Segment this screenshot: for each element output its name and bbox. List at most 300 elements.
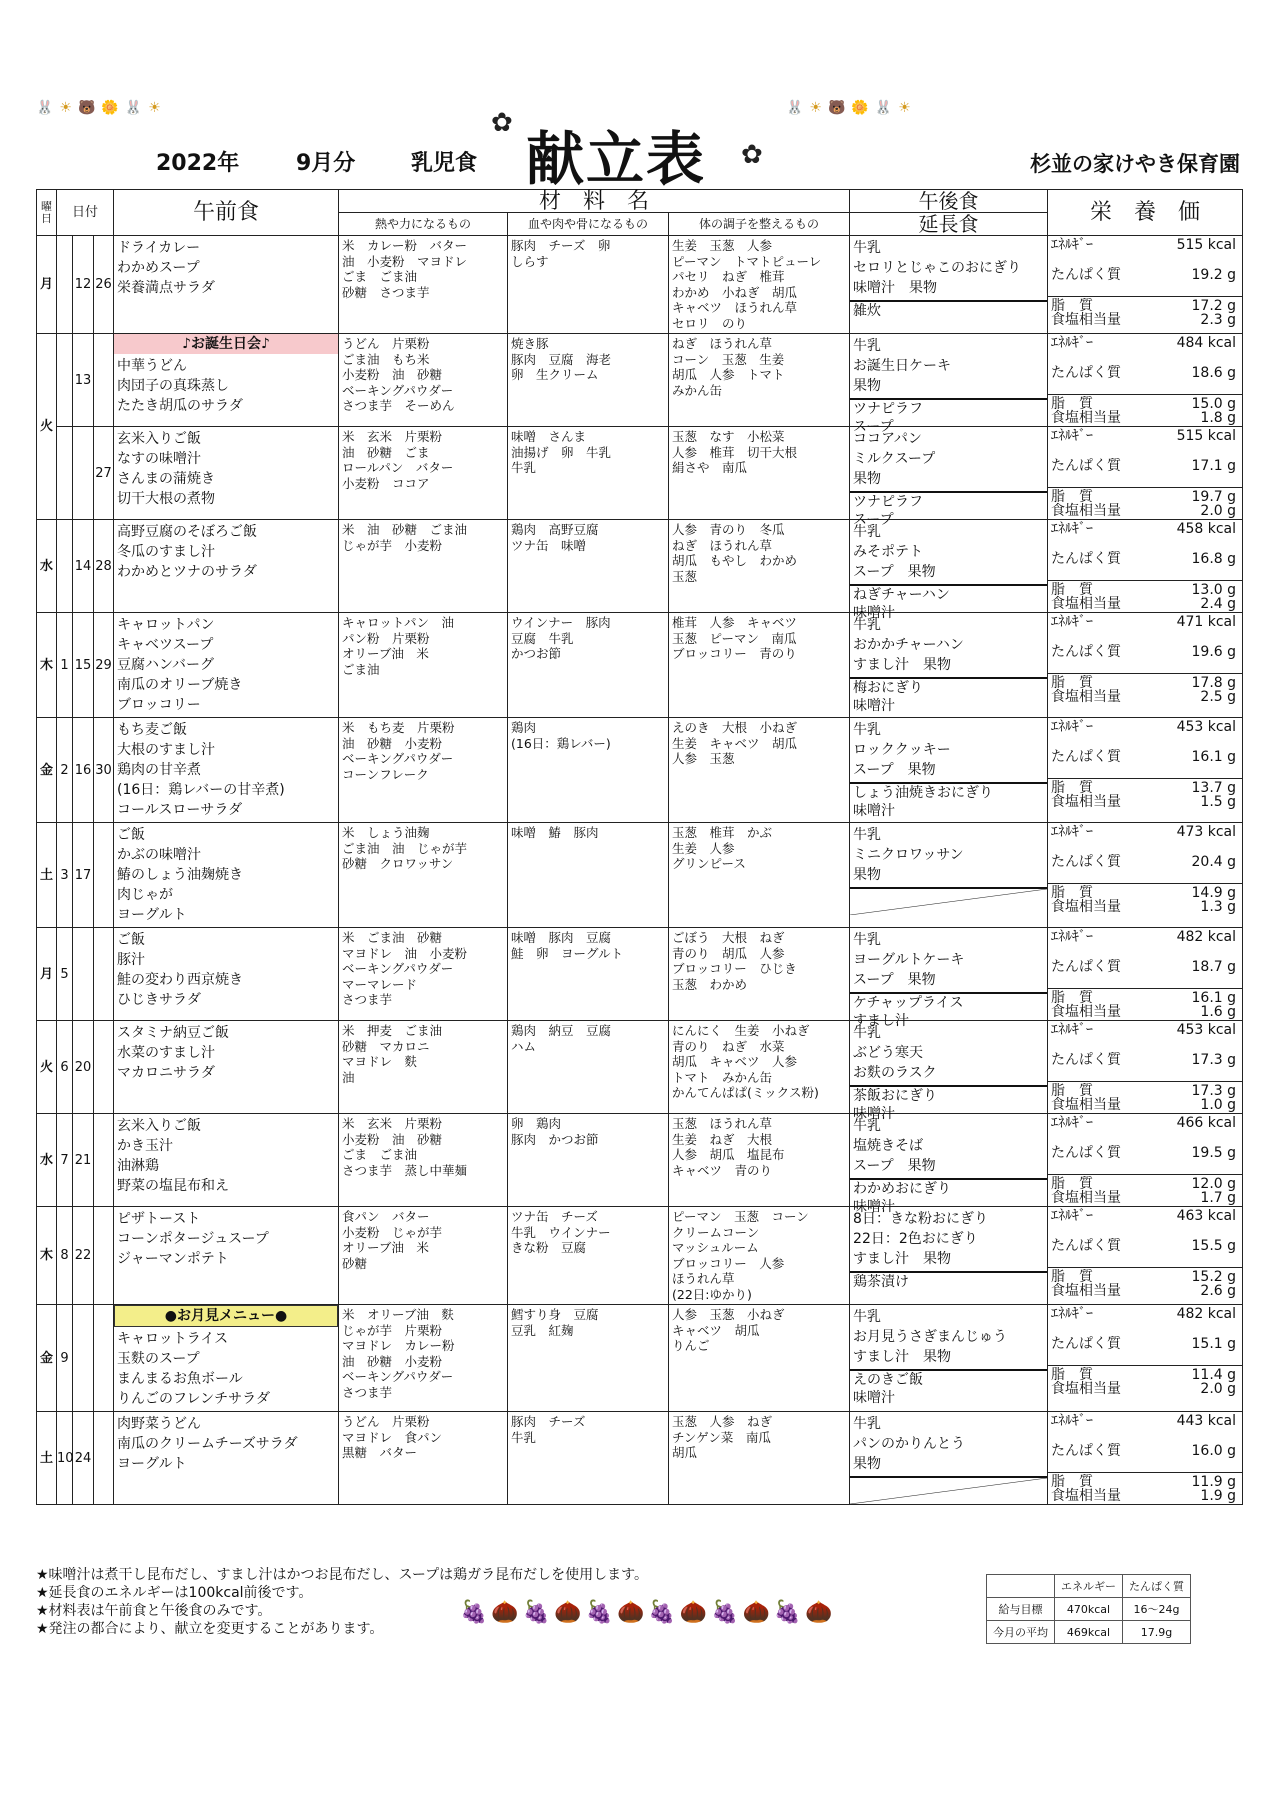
school-name: 杉並の家けやき保育園 <box>1030 152 1240 176</box>
nutrition-value: 13.7 g <box>1191 780 1237 796</box>
lunch-item: 肉野菜うどん <box>117 1416 202 1432</box>
nutrition-value: 1.0 g <box>1200 1097 1237 1113</box>
ingredient-line: ウインナー 豚肉 <box>511 615 611 630</box>
snack-cell <box>850 1305 1048 1412</box>
extended-item: すまし汁 <box>853 1013 910 1029</box>
nutrition-label: たんぱく質 <box>1051 749 1122 765</box>
lunch-cell <box>114 1021 339 1114</box>
snack-cell <box>850 823 1048 928</box>
snack-item: すまし汁 果物 <box>853 1251 952 1267</box>
nutrition-value: 19.2 g <box>1191 267 1237 283</box>
lunch-cell <box>114 1207 339 1305</box>
date <box>94 823 114 928</box>
lunch-item: 冬瓜のすまし汁 <box>117 544 216 560</box>
ingredient-cell <box>339 1114 508 1207</box>
menu-row <box>37 1207 1243 1305</box>
nutrition-value: 18.7 g <box>1191 959 1237 975</box>
ingredient-line: じゃが芋 小麦粉 <box>342 537 443 553</box>
lunch-item: ヨーグルト <box>117 907 187 923</box>
lunch-item: 野菜の塩昆布和え <box>117 1178 230 1194</box>
nutrition-label: たんぱく質 <box>1051 1443 1122 1459</box>
lunch-item: 栄養満点サラダ <box>117 280 215 296</box>
lunch-item: 玄米入りご飯 <box>117 1118 202 1134</box>
snack-item: スープ 果物 <box>853 1158 936 1174</box>
lunch-item: キャロットパン <box>117 617 215 633</box>
nutrition-label: ｴﾈﾙｷﾞｰ <box>1051 237 1094 253</box>
extended-item: 鶏茶漬け <box>853 1274 910 1290</box>
snack-cell <box>850 1114 1048 1215</box>
extended-item: ツナピラフ <box>853 401 924 417</box>
ingredient-line: マヨドレ カレー粉 <box>342 1338 455 1353</box>
afternoon-snack <box>850 1114 1047 1178</box>
ingredient-line: 油 砂糖 小麦粉 <box>342 1353 443 1369</box>
date <box>57 236 73 334</box>
nutrition-label: たんぱく質 <box>1051 644 1122 660</box>
event-banner: ♪お誕生日会♪ <box>114 334 338 354</box>
ingredient-cell <box>508 1207 669 1305</box>
nutrition-cell <box>1048 928 1243 1021</box>
ingredient-line: キャベツ ほうれん草 <box>672 300 798 315</box>
nutrition-row <box>1048 427 1242 445</box>
nutrition-label: 食塩相当量 <box>1051 1283 1122 1299</box>
avg-energy-header: エネルギー <box>1055 1575 1123 1598</box>
date <box>73 928 94 1021</box>
nutrition-value: 16.1 g <box>1191 990 1237 1006</box>
ingredient-line: ブロッコリー ひじき <box>672 961 797 976</box>
date: 16 <box>73 718 94 823</box>
ingredient-line: 砂糖 さつま芋 <box>342 284 430 300</box>
snack-cell <box>850 520 1048 621</box>
meal-kind: 乳児食 <box>411 151 478 176</box>
extended-meal <box>850 782 1047 819</box>
ingredient-line: 米 カレー粉 バター <box>342 238 468 253</box>
snack-item: 牛乳 <box>853 827 882 843</box>
ingredient-cell <box>339 520 508 613</box>
lunch-item: かき玉汁 <box>117 1138 174 1154</box>
nutrition-value: 17.3 g <box>1191 1052 1237 1068</box>
weekday: 水 <box>37 1114 57 1207</box>
lunch-cell <box>114 613 339 718</box>
nutrition-value: 463 kcal <box>1176 1208 1237 1224</box>
nutrition-label: ｴﾈﾙｷﾞｰ <box>1051 719 1094 735</box>
extended-item: 雑炊 <box>853 303 882 319</box>
nutrition-value: 12.0 g <box>1191 1176 1237 1192</box>
ingredient-line: うどん 片栗粉 <box>342 336 430 351</box>
ingredient-line: パン粉 片栗粉 <box>342 630 430 646</box>
ingredient-line: マーマレード <box>342 976 418 992</box>
ingredient-cell <box>508 1114 669 1207</box>
ingredient-line: 味噌 豚肉 豆腐 <box>511 930 612 945</box>
ingredient-cell <box>339 427 508 520</box>
nutrition-value: 11.9 g <box>1191 1474 1237 1490</box>
menu-row <box>37 1305 1243 1412</box>
lunch-item: わかめとツナのサラダ <box>117 564 257 580</box>
lunch-item: コーンポタージュスープ <box>117 1231 269 1247</box>
lunch-item: キャベツスープ <box>117 637 214 653</box>
ingredient-cell <box>508 236 669 334</box>
date <box>94 334 114 427</box>
lunch-cell <box>114 928 339 1021</box>
menu-row <box>37 718 1243 823</box>
nutrition-label: 食塩相当量 <box>1051 596 1122 612</box>
afternoon-snack <box>850 520 1047 584</box>
nutrition-value: 2.0 g <box>1200 1381 1237 1397</box>
extended-meal <box>850 398 1047 435</box>
nutrition-value: 1.3 g <box>1200 899 1237 915</box>
nutrition-row <box>1048 254 1242 296</box>
ingredient-cell <box>669 236 850 334</box>
snack-item: 果物 <box>853 471 882 487</box>
snack-item: 果物 <box>853 378 882 394</box>
nutrition-value: 2.3 g <box>1200 312 1237 328</box>
nutrition-row <box>1048 445 1242 487</box>
ingredient-line: マッシュルーム <box>672 1240 759 1255</box>
snack-item: ココアパン <box>853 431 922 447</box>
weekday: 木 <box>37 613 57 718</box>
date: 30 <box>94 718 114 823</box>
menu-row <box>37 928 1243 1021</box>
ingredient-line: ロールパン バター <box>342 460 454 475</box>
snack-item: セロリとじゃこのおにぎり <box>853 260 1022 276</box>
average-table <box>986 1574 1191 1644</box>
ingredient-line: にんにく 生姜 小ねぎ <box>672 1023 810 1038</box>
nutrition-cell <box>1048 1412 1243 1505</box>
afternoon-snack <box>850 928 1047 992</box>
extended-item: 味噌汁 <box>853 1106 896 1122</box>
menu-row <box>37 334 1243 427</box>
nutrition-value: 17.8 g <box>1191 675 1237 691</box>
nutrition-value: 11.4 g <box>1191 1367 1237 1383</box>
ingredient-line: 小麦粉 油 砂糖 <box>342 367 443 382</box>
ingredient-line: 米 油 砂糖 ごま油 <box>342 522 468 537</box>
ingredient-cell <box>669 1021 850 1114</box>
snack-item: 牛乳 <box>853 240 882 256</box>
date <box>57 427 73 520</box>
snack-item: ミルクスープ <box>853 451 936 467</box>
ingredient-line: ベーキングパウダー <box>342 961 454 976</box>
ingredient-line: ごま ごま油 <box>342 269 418 284</box>
ingredient-line: えのき 大根 小ねぎ <box>672 720 798 735</box>
nutrition-row <box>1048 928 1242 946</box>
lunch-cell <box>114 1114 339 1207</box>
nutrition-value: 19.5 g <box>1191 1145 1237 1161</box>
nutrition-label: たんぱく質 <box>1051 551 1122 567</box>
extended-meal <box>850 887 1047 915</box>
ingredient-cell <box>669 1114 850 1207</box>
nutrition-row <box>1048 1021 1242 1039</box>
nutrition-row <box>1048 1323 1242 1365</box>
date-header: 日付 <box>57 190 114 236</box>
snack-item: ミニクロワッサン <box>853 847 964 863</box>
weekday: 土 <box>37 823 57 928</box>
nutrition-value: 1.5 g <box>1200 794 1237 810</box>
nutrition-label: ｴﾈﾙｷﾞｰ <box>1051 521 1094 537</box>
ingredient-cell <box>339 718 508 823</box>
nutrition-label: ｴﾈﾙｷﾞｰ <box>1051 1413 1094 1429</box>
date: 29 <box>94 613 114 718</box>
ingredient-line: キャロットパン 油 <box>342 615 455 630</box>
nutrition-label: ｴﾈﾙｷﾞｰ <box>1051 1115 1094 1131</box>
lunch-item: コールスローサラダ <box>117 802 243 818</box>
ingredient-line: 米 押麦 ごま油 <box>342 1023 443 1038</box>
nutrition-label: 食塩相当量 <box>1051 1004 1122 1020</box>
date: 5 <box>57 928 73 1021</box>
weekday: 土 <box>37 1412 57 1505</box>
ingredient-line: 人参 胡瓜 塩昆布 <box>672 1147 785 1162</box>
lunch-cell <box>114 823 339 928</box>
ingredient-line: コーン 玉葱 生姜 <box>672 351 785 367</box>
ingredient-line: 人参 青のり 冬瓜 <box>672 522 785 537</box>
date: 7 <box>57 1114 73 1207</box>
ingredient-cell <box>669 334 850 427</box>
snack-item: 牛乳 <box>853 338 882 354</box>
nutrition-value: 17.1 g <box>1191 458 1237 474</box>
nutrition-label: たんぱく質 <box>1051 1336 1122 1352</box>
ingredient-cell <box>508 718 669 823</box>
ingredient-line: うどん 片栗粉 <box>342 1414 430 1429</box>
ingredient-line: 玉葱 わかめ <box>672 976 748 992</box>
nutrition-label: ｴﾈﾙｷﾞｰ <box>1051 1208 1094 1224</box>
ingredient-line: ピーマン 玉葱 コーン <box>672 1209 809 1224</box>
nutrition-cell <box>1048 427 1243 520</box>
nutrition-row <box>1048 1225 1242 1267</box>
afternoon-snack <box>850 236 1047 300</box>
ingredient-line: 焼き豚 <box>511 336 549 351</box>
snack-item: 牛乳 <box>853 617 882 633</box>
avg-label: 今月の平均 <box>987 1621 1055 1644</box>
date: 2 <box>57 718 73 823</box>
nutrition-value: 16.1 g <box>1191 749 1237 765</box>
ingredient-line: 米 オリーブ油 麩 <box>342 1307 454 1322</box>
ingredient-line: ねぎ ほうれん草 <box>672 537 773 553</box>
ingredient-cell <box>669 718 850 823</box>
nutrition-cell <box>1048 334 1243 427</box>
date: 12 <box>73 236 94 334</box>
extended-meal <box>850 300 1047 328</box>
ingredient-line: 米 玄米 片栗粉 <box>342 1116 443 1131</box>
nutrition-label: 食塩相当量 <box>1051 1488 1122 1504</box>
snack-item: ロッククッキー <box>853 742 951 758</box>
nutrition-cell <box>1048 718 1243 823</box>
ingredient-line: 人参 椎茸 切干大根 <box>672 444 798 460</box>
ingredient-line: 豆腐 牛乳 <box>511 630 574 646</box>
ingredient-line: 油 <box>342 1069 355 1085</box>
lunch-item: 鮭の変わり西京焼き <box>117 972 244 988</box>
snack-item: ぶどう寒天 <box>853 1045 924 1061</box>
ingredient-line: 玉葱 ほうれん草 <box>672 1116 773 1131</box>
nutrition-label: 脂 質 <box>1051 582 1094 598</box>
nutrition-value: 20.4 g <box>1191 854 1237 870</box>
date <box>57 334 73 427</box>
snack-item: おかかチャーハン <box>853 637 964 653</box>
ingredient-line: 絹さや 南瓜 <box>672 460 748 475</box>
lunch-item: まんまるお魚ボール <box>117 1371 243 1387</box>
date <box>94 1412 114 1505</box>
extended-item: ねぎチャーハン <box>853 587 950 603</box>
nutrition-label: 脂 質 <box>1051 1176 1094 1192</box>
extended-label: 延長食 <box>850 212 1047 235</box>
nutrition-row <box>1048 1039 1242 1081</box>
lunch-item: かぶの味噌汁 <box>117 847 202 863</box>
nutrition-row <box>1048 538 1242 580</box>
weekday: 火 <box>37 334 57 520</box>
ingredient-line: 牛乳 <box>511 460 537 475</box>
date <box>94 928 114 1021</box>
nutrition-value: 15.0 g <box>1191 396 1237 412</box>
snack-item: みそポテト <box>853 544 924 560</box>
menu-row <box>37 1021 1243 1114</box>
ingredient-line: 豚肉 チーズ 卵 <box>511 238 611 253</box>
ingredient-line: 人参 玉葱 <box>672 751 735 766</box>
nutrition-row <box>1048 823 1242 841</box>
ingredient-line: コーンフレーク <box>342 766 429 782</box>
nutrition-value: 15.5 g <box>1191 1238 1237 1254</box>
nutrition-row <box>1048 1114 1242 1132</box>
lunch-item: ご飯 <box>117 932 146 948</box>
snack-item: 果物 <box>853 867 882 883</box>
nutrition-label: 食塩相当量 <box>1051 794 1122 810</box>
ingredient-cell <box>339 1021 508 1114</box>
ingredient-line: りんご <box>672 1338 710 1353</box>
nutrition-label: 脂 質 <box>1051 675 1094 691</box>
ingredient-cell <box>339 613 508 718</box>
ingredient-line: 卵 生クリーム <box>511 367 599 382</box>
ingredient-line: ねぎ ほうれん草 <box>672 336 773 351</box>
event-banner: ●お月見メニュー● <box>114 1305 338 1327</box>
nutrition-label: 脂 質 <box>1051 489 1094 505</box>
ingredient-line: さつま芋 蒸し中華麺 <box>342 1162 468 1178</box>
nutrition-label: たんぱく質 <box>1051 1238 1122 1254</box>
nutrition-value: 17.2 g <box>1191 298 1237 314</box>
ingredient-cell <box>508 1021 669 1114</box>
lunch-item: キャロットライス <box>117 1331 229 1347</box>
extended-item: 味噌汁 <box>853 1199 896 1215</box>
ing-blood-header: 血や肉や骨になるもの <box>508 213 669 236</box>
ingredient-line: 食パン バター <box>342 1209 430 1224</box>
nutrition-value: 515 kcal <box>1176 428 1237 444</box>
extended-item: 梅おにぎり <box>853 680 924 696</box>
nutrition-value: 19.7 g <box>1191 489 1237 505</box>
nutrition-label: たんぱく質 <box>1051 365 1122 381</box>
ingredient-line: 生姜 人参 <box>672 840 735 856</box>
ingredient-line: かんてんぱぱ(ミックス粉) <box>672 1085 819 1100</box>
snack-cell <box>850 1207 1048 1305</box>
snack-label: 午後食 <box>918 189 979 213</box>
nutrition-row <box>1048 503 1242 519</box>
nutrition-value: 14.9 g <box>1191 885 1237 901</box>
lunch-item: 豆腐ハンバーグ <box>117 657 215 673</box>
nutrition-row <box>1048 520 1242 538</box>
nutrition-cell <box>1048 823 1243 928</box>
date <box>94 1305 114 1412</box>
nutrition-value: 2.6 g <box>1200 1283 1237 1299</box>
nutrition-label: たんぱく質 <box>1051 1052 1122 1068</box>
nutrition-label: 脂 質 <box>1051 1083 1094 1099</box>
extended-meal <box>850 677 1047 714</box>
ingredient-line: 豆乳 紅麹 <box>511 1322 574 1338</box>
ingredient-cell <box>669 613 850 718</box>
ingredient-line: ピーマン トマトピューレ <box>672 253 822 269</box>
ingredient-cell <box>508 823 669 928</box>
ingredient-cell <box>508 928 669 1021</box>
snack-cell <box>850 427 1048 528</box>
ingredient-line: 生姜 ねぎ 大根 <box>672 1131 773 1147</box>
extended-item: 茶飯おにぎり <box>853 1088 938 1104</box>
snack-item: 塩焼きそば <box>853 1138 924 1154</box>
ingredient-cell <box>669 520 850 613</box>
nutrition-label: 脂 質 <box>1051 885 1094 901</box>
snack-item: 8日：きな粉おにぎり <box>853 1211 988 1227</box>
avg-blank <box>987 1575 1055 1598</box>
ingredient-line: 牛乳 ウインナー <box>511 1224 611 1240</box>
nutrition-row <box>1048 841 1242 883</box>
ingredient-line: かつお節 <box>511 646 562 661</box>
extended-item: しょう油焼きおにぎり <box>853 785 994 801</box>
snack-item: スープ 果物 <box>853 762 936 778</box>
ingredient-cell <box>669 427 850 520</box>
lunch-item: ピザトースト <box>117 1211 201 1227</box>
flower-icon: ✿ <box>741 140 763 170</box>
ingredient-cell <box>339 1412 508 1505</box>
nutrition-cell <box>1048 520 1243 613</box>
nutrition-label: たんぱく質 <box>1051 1145 1122 1161</box>
ingredient-line: オリーブ油 米 <box>342 646 429 661</box>
character-decoration: 🐰☀🐻🌼🐰☀ <box>36 100 167 116</box>
ingredient-line: 米 玄米 片栗粉 <box>342 429 443 444</box>
lunch-cell <box>114 427 339 520</box>
nutrition-row <box>1048 736 1242 778</box>
lunch-item: 肉団子の真珠蒸し <box>117 378 230 394</box>
date: 26 <box>94 236 114 334</box>
snack-item: 牛乳 <box>853 1309 882 1325</box>
nutrition-row <box>1048 410 1242 426</box>
ing-body-header: 体の調子を整えるもの <box>669 213 850 236</box>
nutrition-label: 食塩相当量 <box>1051 1190 1122 1206</box>
menu-row <box>37 613 1243 718</box>
ingredient-line: 卵 鶏肉 <box>511 1116 562 1131</box>
date <box>94 1114 114 1207</box>
ingredient-line: セロリ のり <box>672 315 748 331</box>
ingredient-line: ツナ缶 チーズ <box>511 1209 598 1224</box>
snack-item: 果物 <box>853 1456 882 1472</box>
note: ★材料表は午前食と午後食のみです。 <box>36 1603 272 1619</box>
nutrition-label: ｴﾈﾙｷﾞｰ <box>1051 335 1094 351</box>
ingredient-line: 胡瓜 <box>672 1445 698 1460</box>
note: ★発注の都合により、献立を変更することがあります。 <box>36 1621 384 1637</box>
snack-cell <box>850 334 1048 435</box>
nutrition-label: 脂 質 <box>1051 1474 1094 1490</box>
ingredient-line: 小麦粉 油 砂糖 <box>342 1131 443 1147</box>
ingredient-line: 鱈すり身 豆腐 <box>511 1307 599 1322</box>
ingredient-line: ハム <box>511 1038 537 1054</box>
lunch-item: さんまの蒲焼き <box>117 471 216 487</box>
ingredient-line: 油揚げ 卵 牛乳 <box>511 444 612 460</box>
nutrition-value: 473 kcal <box>1176 824 1237 840</box>
nutrition-label: 食塩相当量 <box>1051 1097 1122 1113</box>
nutrition-row <box>1048 1381 1242 1397</box>
lunch-item: なすの味噌汁 <box>117 451 202 467</box>
nutrition-label: たんぱく質 <box>1051 267 1122 283</box>
ingredient-line: ごま ごま油 <box>342 1147 418 1162</box>
extended-meal <box>850 1085 1047 1122</box>
ingredient-line: トマト みかん缶 <box>672 1069 773 1085</box>
ingredient-line: さつま芋 <box>342 1384 393 1400</box>
lunch-item: 切干大根の煮物 <box>117 491 216 507</box>
lunch-item: 南瓜のクリームチーズサラダ <box>117 1436 298 1452</box>
ingredient-line: 小麦粉 ココア <box>342 475 430 491</box>
snack-cell <box>850 236 1048 334</box>
nutrition-cell <box>1048 1207 1243 1305</box>
